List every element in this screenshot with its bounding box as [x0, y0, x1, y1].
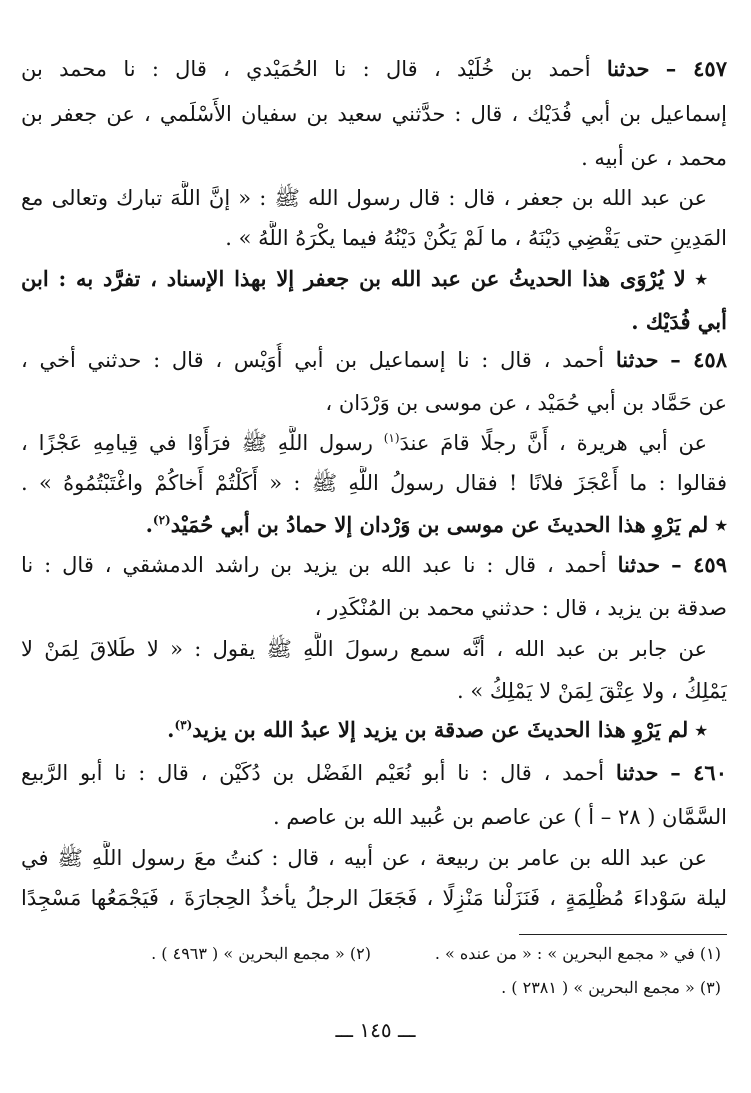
hadith-457-text-1: أحمد بن خُلَيْد ، قال : نا الحُمَيْدي ، قال : نا محمد بن: [21, 57, 591, 81]
hadith-458-line-2: عن حَمَّاد بن أبي حُمَيْد ، عن موسى بن وَرْدَان ،: [325, 391, 727, 415]
hadith-457-number: ٤٥٧ –: [665, 56, 727, 81]
hadith-459-haddathana: حدثنا: [617, 552, 661, 577]
hadith-458-line-4: فقالوا : ما أَعْجَزَ فلانًا ! فقال رسولُ اللَّهِ ﷺ : « أَكَلْتُمْ أَخاكُمْ واغْتَبْتُمُوهُ » .: [21, 471, 727, 495]
hadith-458-number: ٤٥٨ –: [670, 347, 727, 372]
hadith-458-line-3: [21, 426, 707, 460]
footnote-marker-3: (٣): [174, 718, 193, 732]
star-marker: ٭: [695, 266, 707, 291]
footnote-3: (٣) « مجمع البحرين » ( ٢٣٨١ ) .: [501, 978, 721, 997]
hadith-458-haddathana: حدثنا: [615, 347, 659, 372]
hadith-459-text-1: أحمد ، قال : نا عبد الله بن يزيد بن راشد الدمشقي ، قال : نا: [21, 553, 607, 577]
hadith-457-line-5: المَدِينِ حتى يَقْضِي دَيْنَهُ ، ما لَمْ يَكُنْ دَيْنُهُ فيما يكْرَهُ اللَّهُ » .: [225, 226, 727, 250]
hadith-459-line-1: [21, 548, 727, 582]
footnote-marker-1: (١): [383, 431, 400, 445]
hadith-457-line-2: إسماعيل بن أبي فُدَيْك ، قال : حدَّثني سعيد بن سفيان الأَسْلَمي ، عن جعفر بن: [21, 102, 727, 126]
hadith-457-line-4: عن عبد الله بن جعفر ، قال : قال رسول الله ﷺ : « إنَّ اللَّهَ تبارك وتعالى مع: [21, 186, 707, 210]
hadith-459-number: ٤٥٩ –: [671, 552, 727, 577]
hadith-457-note-line-1: [21, 262, 707, 296]
hadith-457-note-line-2: أبي فُدَيْك .: [631, 309, 727, 334]
hadith-458-line-1: [21, 343, 727, 377]
star-marker: ٭: [695, 717, 707, 742]
hadith-459-line-3: عن جابر بن عبد الله ، أنَّه سمع رسولَ اللَّهِ ﷺ يقول : « لا طَلاقَ لِمَنْ لا: [21, 637, 707, 661]
star-marker: ٭: [715, 512, 727, 537]
hadith-460-haddathana: حدثنا: [615, 760, 659, 785]
hadith-458-text-1: أحمد ، قال : نا إسماعيل بن أبي أُوَيْس ، قال : حدثني أخي ،: [21, 348, 605, 372]
hadith-458-text-3b: رسول اللَّهِ ﷺ فرَأَوْا في قِيامِهِ عَجْزًا ،: [21, 431, 373, 455]
hadith-460-line-2: السَّمَّان ( ٢٨ – أ ) عن عاصم بن عُبيد الله بن عاصم .: [273, 805, 727, 829]
hadith-459-line-4: يَمْلِكُ ، ولا عِتْقَ لِمَنْ لا يَمْلِكُ » .: [457, 679, 727, 703]
footnote-2: (٢) « مجمع البحرين » ( ٤٩٦٣ ) .: [151, 944, 371, 963]
hadith-457-line-1: [21, 52, 727, 86]
hadith-458-note-text: لم يَرْوِ هذا الحديثَ عن موسى بن وَرْدان إلا حمادُ بن أبي حُمَيْد: [170, 512, 709, 537]
hadith-459-line-2: صدقة بن يزيد ، قال : حدثني محمد بن المُنْكَدِر ،: [314, 596, 727, 620]
hadith-460-text-1: أحمد ، قال : نا أبو نُعَيْم الفَضْل بن دُكَيْن ، قال : نا أبو الرَّبيع: [21, 761, 605, 785]
hadith-457-note-text: لا يُرْوَى هذا الحديثُ عن عبد الله بن جعفر إلا بهذا الإسناد ، تفرَّد به : ابن: [21, 266, 686, 291]
footnote-1: (١) في « مجمع البحرين » : « من عنده » .: [434, 944, 721, 963]
footnote-divider: [519, 934, 727, 935]
hadith-460-line-4: ليلة سَوْداءَ مُظْلِمَةٍ ، فَنَزَلْنا مَنْزِلًا ، فَجَعَلَ الرجلُ يأخذُ الحِجارَةَ ، فَيَجْمَعُها مَسْجِدًا: [21, 886, 727, 910]
hadith-459-note: ٭ لم يَرْوِ هذا الحديثَ عن صدقة بن يزيد إلا عبدُ الله بن يزيد$^{(٣)}$.: [167, 717, 707, 742]
hadith-458-text-3a: عن أبي هريرة ، أَنَّ رجلًا قامَ عندَ: [399, 431, 707, 455]
footnote-marker-2: (٢): [152, 513, 171, 527]
hadith-460-line-1: [21, 756, 727, 790]
hadith-457-line-3: محمد ، عن أبيه .: [581, 146, 727, 170]
hadith-460-number: ٤٦٠ –: [670, 760, 727, 785]
hadith-458-note: ٭ لم يَرْوِ هذا الحديثَ عن موسى بن وَرْدان إلا حمادُ بن أبي حُمَيْد$^{(٢)}$.: [145, 512, 727, 537]
hadith-459-note-text: لم يَرْوِ هذا الحديثَ عن صدقة بن يزيد إلا عبدُ الله بن يزيد: [192, 717, 689, 742]
page-number: ـــ ١٤٥ ـــ: [335, 1018, 416, 1042]
hadith-457-haddathana: حدثنا: [606, 56, 650, 81]
hadith-460-line-3: عن عبد الله بن عامر بن ربيعة ، عن أبيه ، قال : كنتُ معَ رسول اللَّهِ ﷺ في: [21, 846, 707, 870]
